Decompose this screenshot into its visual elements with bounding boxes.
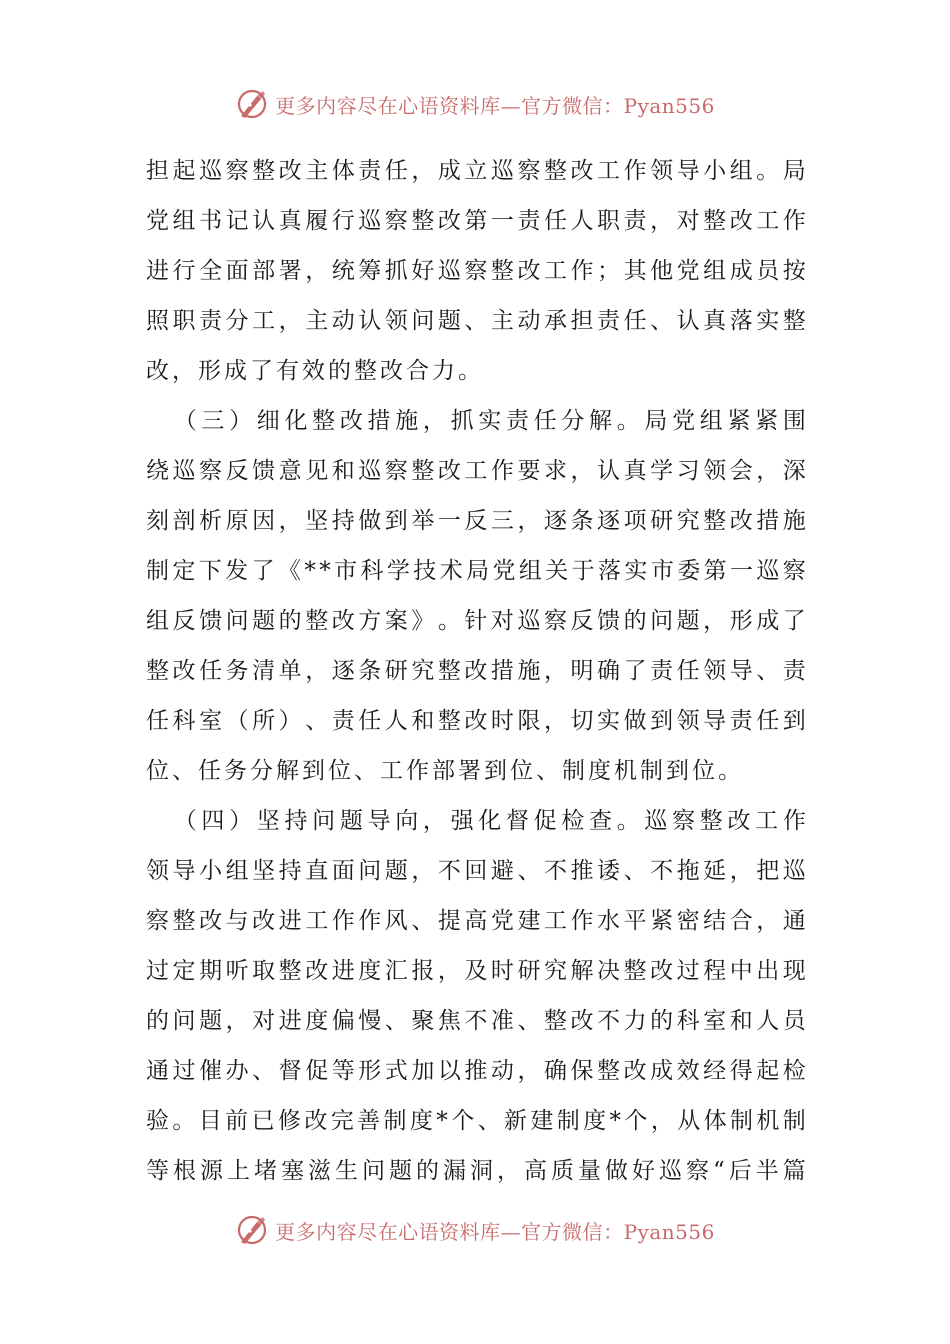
pen-circle-logo-icon [235,87,269,121]
watermark-text: 更多内容尽在心语资料库—官方微信：Pyan556 [275,93,715,118]
pen-circle-logo-icon [235,1213,269,1247]
text-line: （ 三 ） 细 化 整 改 措 施 ， 抓 实 责 任 分 解 。 局 党 组 紧 紧 围 [173,408,806,434]
footer-watermark [0,1210,950,1250]
document-body [146,146,806,1196]
text-line: 通 过 催 办 、 督 促 等 形 式 加 以 推 动 ， 确 保 整 改 成 效 经 得 起 检 [146,1058,806,1084]
header-watermark [0,84,950,124]
text-line: 制 定 下 发 了 《 * * 市 科 学 技 术 局 党 组 关 于 落 实 市 委 第 一 巡 察 [146,558,806,584]
text-line: 担 起 巡 察 整 改 主 体 责 任 ， 成 立 巡 察 整 改 工 作 领 导 小 组 。 局 [146,158,806,184]
text-line: 刻 剖 析 原 因 ， 坚 持 做 到 举 一 反 三 ， 逐 条 逐 项 研 究 整 改 措 施 [146,508,806,534]
text-line: 位、任务分解到位、工作部署到位、制度机制到位。 [146,758,744,784]
text-line: 过 定 期 听 取 整 改 进 度 汇 报 ， 及 时 研 究 解 决 整 改 过 程 中 出 现 [146,958,806,984]
text-line: 领 导 小 组 坚 持 直 面 问 题 ， 不 回 避 、 不 推 诿 、 不 拖 延 ， 把 巡 [146,858,806,884]
text-line: 任 科 室 （ 所 ） 、 责 任 人 和 整 改 时 限 ， 切 实 做 到 领 导 责 任 到 [146,708,806,734]
text-line: 绕 巡 察 反 馈 意 见 和 巡 察 整 改 工 作 要 求 ， 认 真 学 习 领 会 ， 深 [146,458,806,484]
text-line: 的 问 题 ， 对 进 度 偏 慢 、 聚 焦 不 准 、 整 改 不 力 的 科 室 和 人 员 [146,1008,806,1034]
text-line: 察 整 改 与 改 进 工 作 作 风 、 提 高 党 建 工 作 水 平 紧 密 结 合 ， 通 [146,908,806,934]
text-line: 整 改 任 务 清 单 ， 逐 条 研 究 整 改 措 施 ， 明 确 了 责 任 领 导 、 责 [146,658,806,684]
text-line: 党 组 书 记 认 真 履 行 巡 察 整 改 第 一 责 任 人 职 责 ， 对 整 改 工 作 [146,208,806,234]
text-line: 验 。 目 前 已 修 改 完 善 制 度 * 个 、 新 建 制 度 * 个 ， 从 体 制 机 制 [146,1108,806,1134]
text-line: 进 行 全 面 部 署 ， 统 筹 抓 好 巡 察 整 改 工 作 ； 其 他 党 组 成 员 按 [146,258,806,284]
text-line: 照 职 责 分 工 ， 主 动 认 领 问 题 、 主 动 承 担 责 任 、 认 真 落 实 整 [146,308,806,334]
text-line: （ 四 ） 坚 持 问 题 导 向 ， 强 化 督 促 检 查 。 巡 察 整 改 工 作 [173,808,806,834]
text-line: 改，形成了有效的整改合力。 [146,358,484,384]
text-line: 等 根 源 上 堵 塞 滋 生 问 题 的 漏 洞 ， 高 质 量 做 好 巡 察 “ 后 半 篇 [146,1158,806,1184]
text-line: 组 反 馈 问 题 的 整 改 方 案 》 。 针 对 巡 察 反 馈 的 问 题 ， 形 成 了 [146,608,806,634]
watermark-text: 更多内容尽在心语资料库—官方微信：Pyan556 [275,1219,715,1244]
